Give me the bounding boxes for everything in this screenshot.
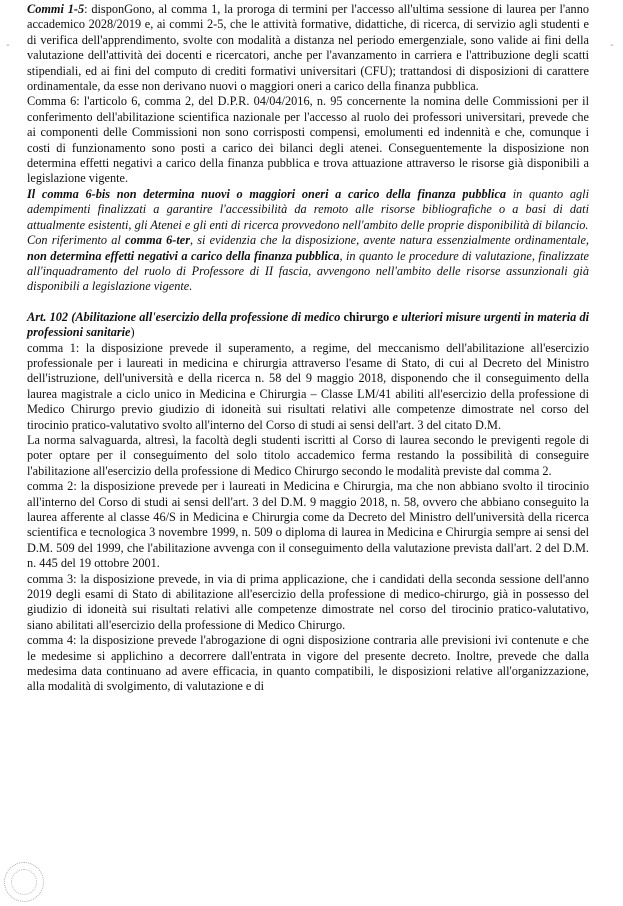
text-run: chirurgo	[343, 309, 390, 324]
document-page	[27, 2, 589, 695]
text-run: Il comma 6-bis non determina nuovi o maggiori oneri a carico della finanza pubblica	[27, 186, 507, 201]
paragraph-comma-6-ter	[27, 233, 589, 295]
paragraph-art-102-comma-4	[27, 633, 589, 695]
margin-mark-right: -	[610, 40, 614, 51]
text-run: comma 1: la disposizione prevede il superamento, a regime, del meccanismo dell'abilitazione all'esercizio professionale per i laureati in medicina e chirurgia attraverso l'esame di Stato, di cui al Decreto del Ministro dell'istruzione, dell'università e della ricerca n. 58 del 9 maggio 2018, disponendo che il conseguimento della laurea magistrale a ciclo unico in Medicina e Chirurgia – Classe LM/41 abiliti all'esercizio della professione di Medico Chirurgo previo giudizio di idoneità sui risultati relativi alle competenze dimostrate nel corso del tirocinio pratico-valutativo svolto all'interno del Corso di studi ai sensi dell'art. 3 del citato D.M.	[27, 340, 589, 432]
official-stamp-seal	[4, 862, 44, 902]
text-run: e	[389, 309, 402, 324]
margin-mark-left: -	[6, 40, 10, 51]
text-run: comma 6-ter	[125, 233, 190, 248]
paragraph-art-102-comma-3	[27, 572, 589, 634]
text-run: Art. 102 (Abilitazione all'esercizio della professione di medico	[27, 309, 344, 324]
paragraph-art-102-comma-1	[27, 341, 589, 433]
text-run: )	[130, 325, 135, 340]
paragraph-art-102-title	[27, 310, 589, 341]
text-run: in quanto agli adempimenti finalizzati a garantire l'accessibilità da remoto alle risorse bibliografiche o a basi di dati attualmente esistenti, gli Atenei e gli enti di ricerca provvedono nell'ambito delle proprie disponibilità di bilancio.	[27, 186, 589, 232]
text-run: non determina effetti negativi a carico della finanza pubblica	[27, 248, 340, 263]
text-run: ulteriori misure urgenti in materia di professioni sanitarie	[27, 309, 590, 340]
text-run: comma 4: la disposizione prevede l'abrogazione di ogni disposizione contraria alle previsioni ivi contenute e che le medesime si applichino a decorrere dall'entrata in vigore del presente decreto. Inoltre, prevede che dalla medesima data continuano ad avere efficacia, in quanto compatibili, le disposizioni relative all'organizzazione, alla modalità di svolgimento, di valutazione e di	[27, 633, 589, 694]
text-run: Con riferimento al	[27, 233, 125, 248]
paragraph-art-102-salvaguarda	[27, 433, 589, 479]
paragraph-commi-1-5	[27, 2, 589, 94]
text-run: comma 2: la disposizione prevede per i laureati in Medicina e Chirurgia, ma che non abbiano svolto il tirocinio all'interno del Corso di studi ai sensi dell'art. 3 del D.M. 9 maggio 2018, n. 58, ovvero che abbiano conseguito la laurea afferente al classe 46/S in Medicina e Chirurgia come da Decreto del Ministro dell'università della ricerca scientifica e tecnologica 3 novembre 1999, n. 509 o diploma di laurea in Medicina e Chirurgia sempre ai sensi del D.M. 509 del 1999, che l'abilitazione avvenga con il conseguimento della valutazione prevista dall'art. 2 del D.M. n. 445 del 19 ottobre 2001.	[27, 479, 589, 571]
text-run: Commi 1-5	[27, 2, 85, 16]
text-run: Comma 6: l'articolo 6, comma 2, del D.P.R. 04/04/2016, n. 95 concernente la nomina delle Commissioni per il conferimento dell'abilitazione scientifica nazionale per l'accesso al ruolo dei professori universitari, prevede che ai componenti delle Commissioni non sono corrisposti compensi, emolumenti ed indennità e che, comunque i costi di funzionamento sono posti a carico dei bilanci degli atenei. Conseguentemente la disposizione non determina effetti negativi a carico della finanza pubblica e trova attuazione attraverso le risorse già disponibili a legislazione vigente.	[27, 94, 589, 186]
paragraph-comma-6-bis	[27, 187, 589, 233]
paragraph-comma-6	[27, 94, 589, 186]
text-run: , si evidenzia che la disposizione, avente natura essenzialmente ordinamentale,	[190, 233, 589, 248]
text-run: , in quanto le procedure di valutazione, finalizzate all'inquadramento del ruolo di Professore di II fascia, avvengono nell'ambito delle risorse assunzionali già disponibili a legislazione vigente.	[27, 248, 589, 294]
text-run: comma 3: la disposizione prevede, in via di prima applicazione, che i candidati della seconda sessione dell'anno 2019 degli esami di Stato di abilitazione all'esercizio della professione di medico-chirurgo, già in possesso del giudizio di idoneità sui risultati relativi alle competenze dimostrate nel corso del tirocinio pratico-valutativo, siano abilitati all'esercizio della professione di Medico Chirurgo.	[27, 571, 589, 632]
text-run: La norma salvaguarda, altresì, la facoltà degli studenti iscritti al Corso di laurea secondo le previgenti regole di poter optare per il conseguimento del solo titolo accademico ferma restando la possibilità di conseguire l'abilitazione all'esercizio della professione di Medico Chirurgo secondo le modalità previste dal comma 2.	[27, 432, 589, 478]
text-run: : disponGono, al comma 1, la proroga di termini per l'accesso all'ultima sessione di laurea per l'anno accademico 2028/2019 e, ai commi 2-5, che le attività formative, didattiche, di ricerca, di servizio agli studenti e di verifica dell'apprendimento, svolte con modalità a distanza nel periodo emergenziale, sono valide ai fini della valutazione dell'attività dei docenti e ricercatori, anche per l'avanzamento in carriera e l'attribuzione degli scatti stipendiali, ed ai fini del computo di crediti formativi universitari (CFU); trattandosi di disposizioni di carattere ordinamentale, da esse non derivano nuovi o maggiori oneri a carico della finanza pubblica.	[27, 2, 590, 94]
paragraph-art-102-comma-2	[27, 479, 589, 571]
paragraph-gap	[27, 295, 589, 310]
